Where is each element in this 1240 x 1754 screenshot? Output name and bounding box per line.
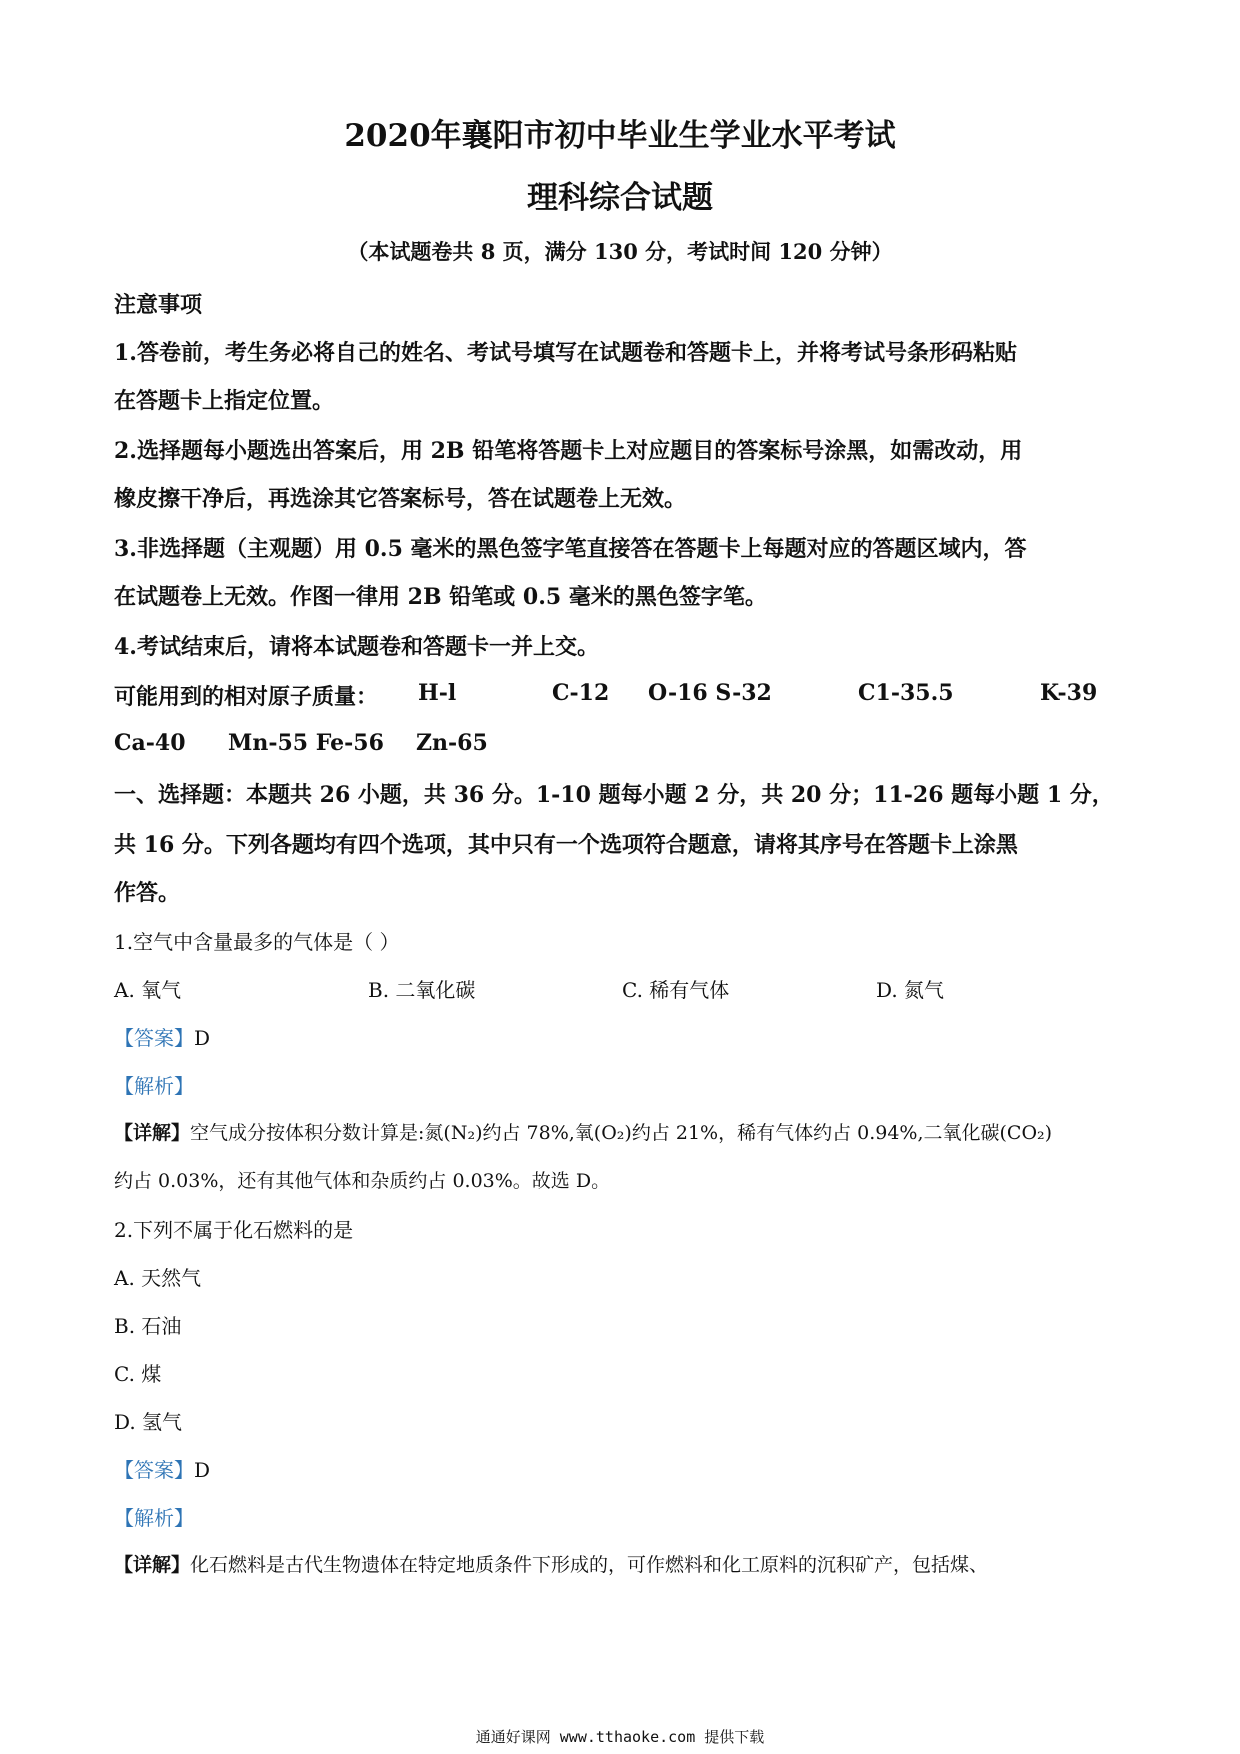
q2-option-b: B. 石油	[114, 1314, 182, 1338]
q2-answer	[114, 1454, 210, 1483]
q1-analysis-tag: 【解析】	[114, 1074, 194, 1098]
note-3-line-1: 3.非选择题（主观题）用 0.5 毫米的黑色签字笔直接答在答题卡上每题对应的答题区域内，答	[114, 536, 1027, 562]
note-1-line-2: 在答题卡上指定位置。	[114, 388, 335, 414]
q2-answer-tag: 【答案】	[114, 1458, 194, 1482]
section-1-line-3: 作答。	[114, 880, 181, 906]
mass-c: C-12	[552, 680, 610, 706]
q2-detail-text: 化石燃料是古代生物遗体在特定地质条件下形成的，可作燃料和化工原料的沉积矿产，包括煤、	[190, 1554, 989, 1576]
q1-detail-tag: 【详解】	[114, 1122, 191, 1144]
note-4: 4.考试结束后，请将本试题卷和答题卡一并上交。	[114, 634, 599, 660]
q1-detail-line-2: 约占 0.03%，还有其他气体和杂质约占 0.03%。故选 D。	[114, 1170, 611, 1192]
section-1-line-2: 共 16 分。下列各题均有四个选项，其中只有一个选项符合题意，请将其序号在答题卡上涂黑	[114, 832, 1018, 858]
q1-option-a: A. 氧气	[114, 978, 182, 1002]
note-1-line-1: 1.答卷前，考生务必将自己的姓名、考试号填写在试题卷和答题卡上，并将考试号条形码粘贴	[114, 340, 1017, 366]
mass-ca: Ca-40	[114, 730, 186, 756]
q2-detail-tag: 【详解】	[114, 1554, 191, 1576]
mass-mn-fe: Mn-55 Fe-56	[228, 730, 384, 756]
q2-option-a: A. 天然气	[114, 1266, 202, 1290]
mass-o-s: O-16 S-32	[648, 680, 772, 706]
mass-zn: Zn-65	[416, 730, 488, 756]
download-watermark: 通通好课网 www.tthaoke.com 提供下载	[475, 1728, 765, 1746]
q1-answer-value: D	[194, 1026, 211, 1050]
atomic-mass-label: 可能用到的相对原子质量：	[114, 684, 379, 710]
q1-stem: 1.空气中含量最多的气体是（ ）	[114, 930, 400, 954]
notes-heading: 注意事项	[114, 292, 203, 318]
q1-detail-text: 空气成分按体积分数计算是:氮(N₂)约占 78%,氧(O₂)约占 21%，稀有气体约占 0.94%,二氧化碳(CO₂)	[190, 1122, 1053, 1144]
q2-answer-value: D	[194, 1458, 211, 1482]
exam-info: （本试题卷共 8 页，满分 130 分，考试时间 120 分钟）	[347, 239, 893, 264]
note-3-line-2: 在试题卷上无效。作图一律用 2B 铅笔或 0.5 毫米的黑色签字笔。	[114, 584, 767, 610]
q2-stem: 2.下列不属于化石燃料的是	[114, 1218, 354, 1242]
mass-cl: C1-35.5	[858, 680, 954, 706]
exam-subtitle: 理科综合试题	[527, 180, 713, 216]
q1-option-b: B. 二氧化碳	[368, 978, 476, 1002]
q1-detail-line-1	[114, 1118, 1052, 1145]
q2-analysis-tag: 【解析】	[114, 1506, 194, 1530]
mass-k: K-39	[1040, 680, 1098, 706]
q2-option-d: D. 氢气	[114, 1410, 183, 1434]
q2-detail-line-1	[114, 1550, 988, 1577]
note-2-line-1: 2.选择题每小题选出答案后，用 2B 铅笔将答题卡上对应题目的答案标号涂黑，如需改动，用	[114, 438, 1023, 464]
q1-answer	[114, 1022, 210, 1051]
section-1-line-1: 一、选择题：本题共 26 小题，共 36 分。1-10 题每小题 2 分，共 20 分；11-26 题每小题 1 分，	[114, 782, 1114, 808]
q1-option-d: D. 氮气	[876, 978, 945, 1002]
q1-answer-tag: 【答案】	[114, 1026, 194, 1050]
note-2-line-2: 橡皮擦干净后，再选涂其它答案标号，答在试题卷上无效。	[114, 486, 687, 512]
q1-option-c: C. 稀有气体	[622, 978, 730, 1002]
exam-title: 2020年襄阳市初中毕业生学业水平考试	[344, 118, 896, 154]
mass-h: H-l	[418, 680, 457, 706]
q2-option-c: C. 煤	[114, 1362, 162, 1386]
